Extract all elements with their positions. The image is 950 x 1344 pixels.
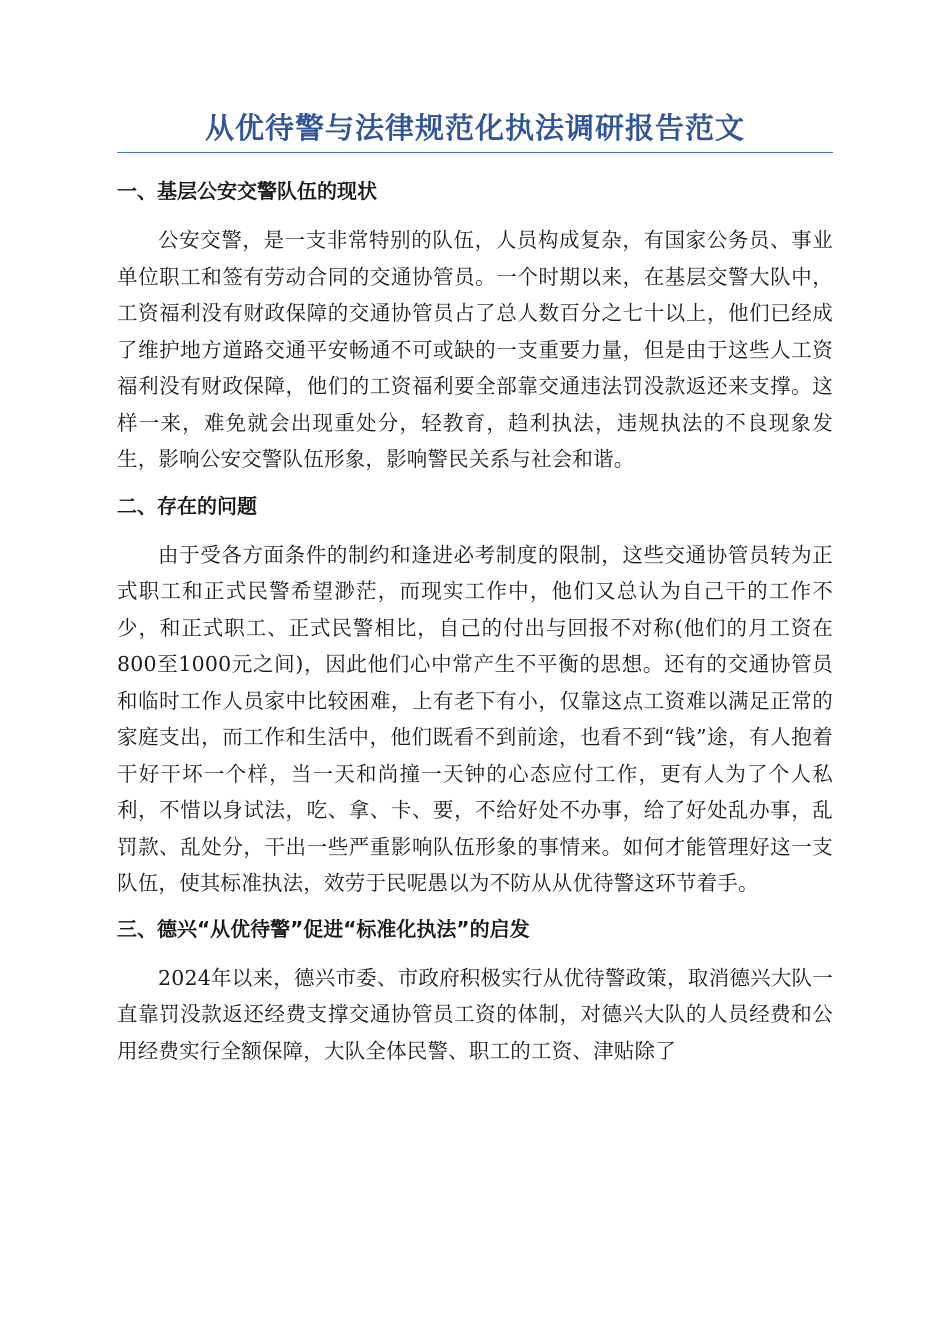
- section-heading-2: 二、存在的问题: [117, 493, 257, 518]
- section-paragraph-3: 2024年以来，德兴市委、市政府积极实行从优待警政策，取消德兴大队一直靠罚没款返还经费支撑交通协管员工资的体制，对德兴大队的人员经费和公用经费实行全额保障，大队全体民警、职工的工资、津贴除了: [117, 965, 833, 1063]
- section-heading-3: 三、德兴“从优待警”促进“标准化执法”的启发: [117, 916, 530, 941]
- document-page: [117, 108, 833, 1069]
- section-paragraph-2: 由于受各方面条件的制约和逢进必考制度的限制，这些交通协管员转为正式职工和正式民警希望渺茫，而现实工作中，他们又总认为自己干的工作不少，和正式职工、正式民警相比，自己的付出与回报不对称(他们的月工资在800至1000元之间)，因此他们心中常产生不平衡的思想。还有的交通协管员和临时工作人员家中比较困难，上有老下有小，仅靠这点工资难以满足正常的家庭支出，而工作和生活中，他们既看不到前途，也看不到“钱”途，有人抱着干好干坏一个样，当一天和尚撞一天钟的心态应付工作，更有人为了个人私利，不惜以身试法，吃、拿、卡、要，不给好处不办事，给了好处乱办事，乱罚款、乱处分，干出一些严重影响队伍形象的事情来。如何才能管理好这一支队伍，使其标准执法，效劳于民呢愚以为不防从从优待警这环节着手。: [117, 542, 833, 895]
- section-heading-1: 一、基层公安交警队伍的现状: [117, 179, 377, 203]
- section-paragraph-1: 公安交警，是一支非常特别的队伍，人员构成复杂，有国家公务员、事业单位职工和签有劳动合同的交通协管员。一个时期以来，在基层交警大队中，工资福利没有财政保障的交通协管员占了总人数百分之七十以上，他们已经成了维护地方道路交通平安畅通不可或缺的一支重要力量，但是由于这些人工资福利没有财政保障，他们的工资福利要全部靠交通违法罚没款返还来支撑。这样一来，难免就会出现重处分，轻教育，趋利执法，违规执法的不良现象发生，影响公安交警队伍形象，影响警民关系与社会和谐。: [117, 228, 833, 471]
- document-title: 从优待警与法律规范化执法调研报告范文: [117, 108, 833, 153]
